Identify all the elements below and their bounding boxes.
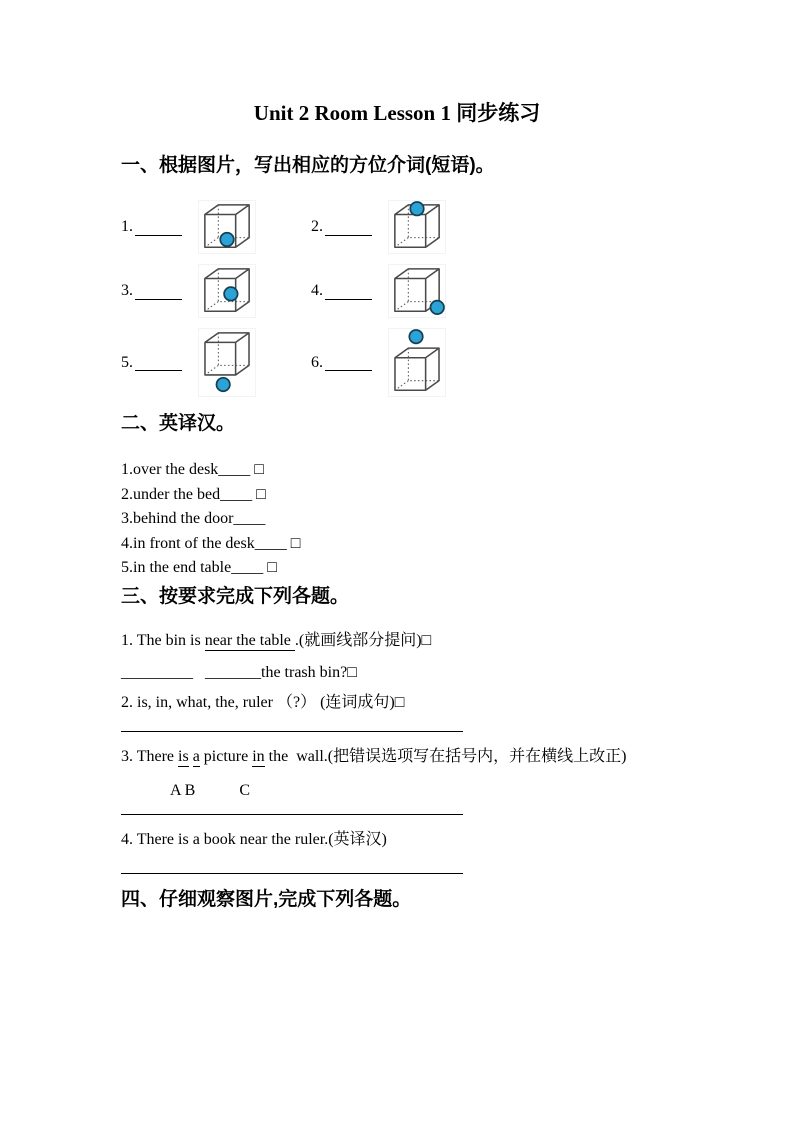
item-number: 5.: [121, 353, 133, 371]
answer-write-line-3: [121, 873, 463, 874]
translation-item-2: 2.under the bed____ □: [121, 485, 266, 503]
picture-item-4: [311, 264, 446, 318]
section1-heading: 一、根据图片，写出相应的方位介词(短语)。: [121, 155, 495, 176]
cube-figure: [198, 200, 256, 254]
cube-figure: [388, 200, 446, 254]
translation-item-4: 4.in front of the desk____ □: [121, 534, 301, 552]
question-3: 3. There is a picture in the wall.(把错误选项写在括号内，并在横线上改正): [121, 747, 627, 765]
cube-figure: [388, 264, 446, 318]
translation-item-3: 3.behind the door____: [121, 510, 266, 527]
picture-item-5: [121, 328, 311, 397]
item-number: 3.: [121, 282, 133, 299]
answer-write-line-1: [121, 731, 463, 732]
answer-blank: [325, 235, 372, 236]
picture-item-2: [311, 200, 446, 254]
item-number: 1.: [121, 218, 133, 235]
answer-write-line-2: [121, 814, 463, 815]
picture-question-grid: [121, 200, 673, 397]
picture-item-3: [121, 264, 311, 318]
cube-figure: [198, 328, 256, 397]
translation-list: [121, 458, 673, 581]
item-number: 4.: [311, 282, 323, 299]
answer-blank: [135, 299, 182, 300]
translation-item-1: 1.over the desk____ □: [121, 461, 264, 478]
translation-item-5: 5.in the end table____ □: [121, 559, 277, 576]
item-number: 2.: [311, 218, 323, 235]
answer-blank: [135, 370, 182, 371]
question-2: 2. is, in, what, the, ruler （?） (连词成句)□: [121, 693, 405, 711]
picture-item-6: [311, 328, 446, 397]
section4-heading: 四、仔细观察图片,完成下列各题。: [121, 888, 412, 910]
picture-item-1: [121, 200, 311, 254]
worksheet-title: Unit 2 Room Lesson 1 同步练习: [253, 101, 541, 125]
question-4: 4. There is a book near the ruler.(英译汉): [121, 830, 387, 848]
question-1: 1. The bin is near the table .(就画线部分提问)□: [121, 631, 432, 649]
section2-heading: 二、英译汉。: [121, 413, 236, 434]
section3-heading: 三、按要求完成下列各题。: [121, 585, 350, 607]
answer-blank: [135, 235, 182, 236]
answer-blank: [325, 299, 372, 300]
question-3-abc-labels: A B C: [170, 781, 251, 799]
cube-figure: [388, 328, 446, 397]
cube-figure: [198, 264, 256, 318]
item-number: 6.: [311, 353, 323, 371]
question-1-answer-line: _________ _______the trash bin?□: [121, 663, 357, 681]
answer-blank: [325, 370, 372, 371]
